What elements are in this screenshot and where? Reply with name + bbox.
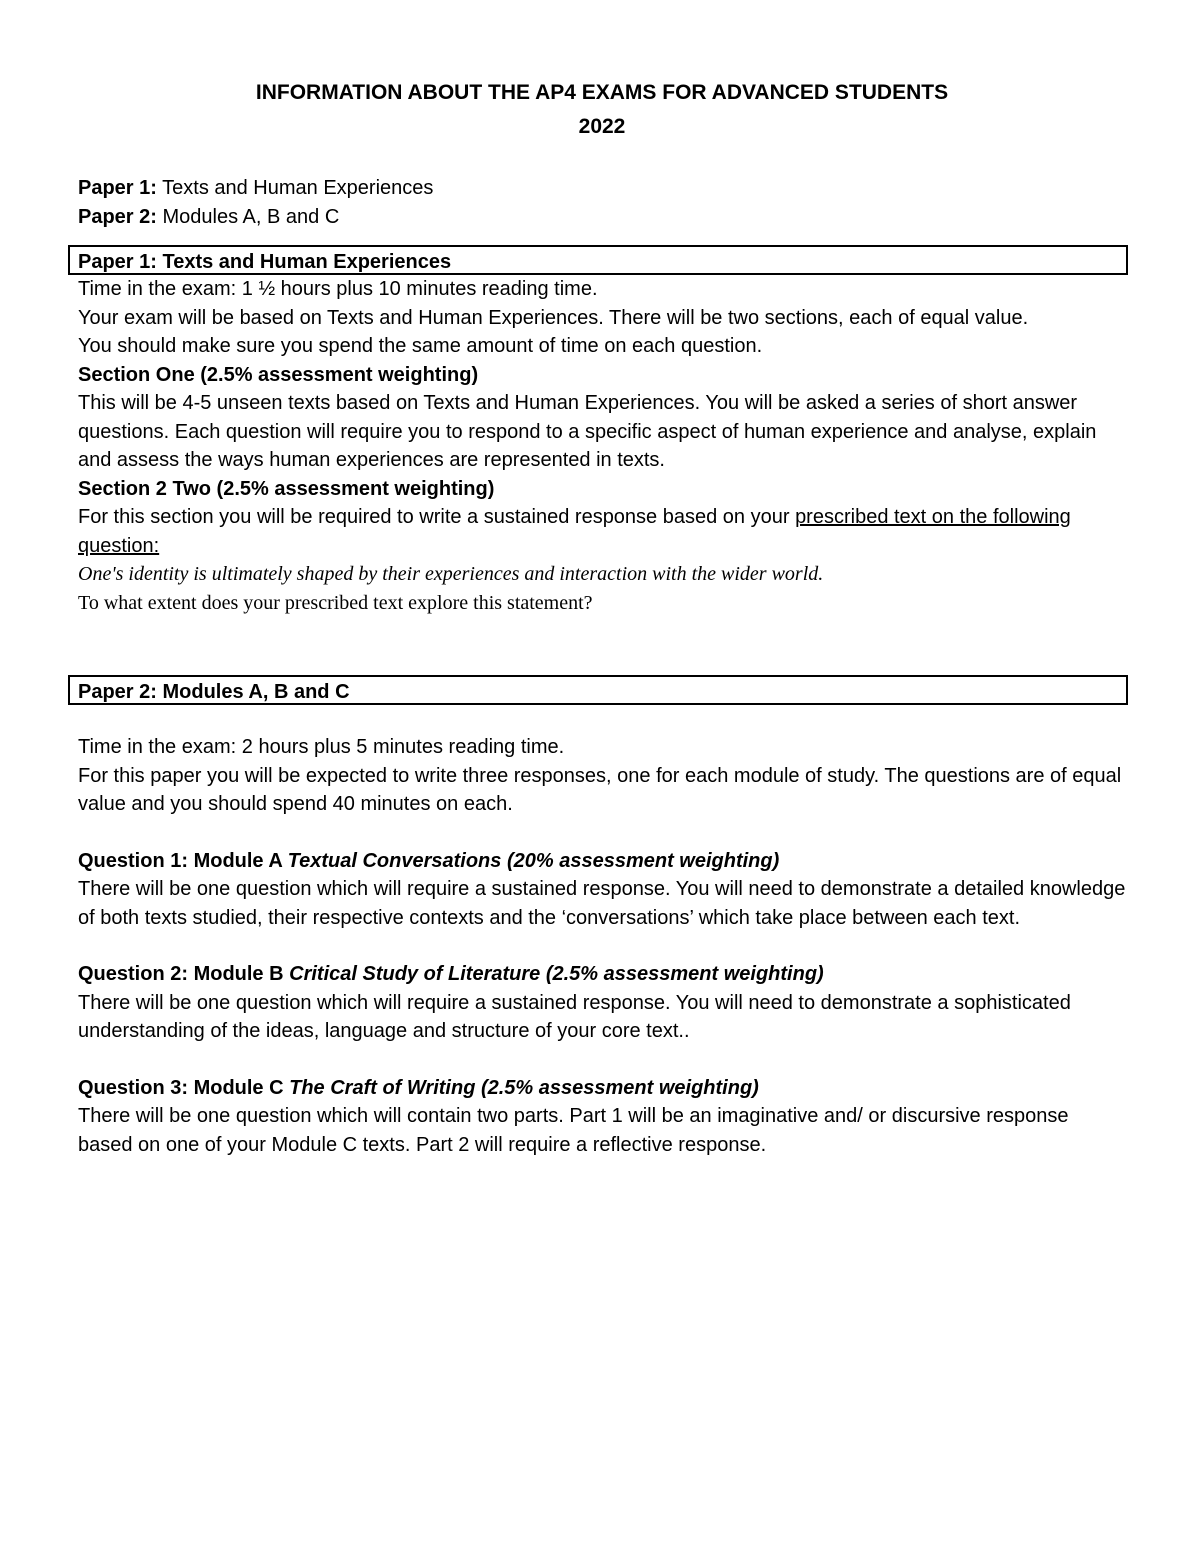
- spacer: [78, 231, 1126, 245]
- spacer: [78, 144, 1126, 174]
- spacer: [78, 705, 1126, 733]
- section-one-body: This will be 4-5 unseen texts based on Texts and Human Experiences. You will be asked a series of short answer questions. Each question will require you to respond to a specific aspect of human experience and analyse, explain and assess the ways human experiences are represented in texts.: [78, 392, 1097, 471]
- section-one-heading: Section One (2.5% assessment weighting): [78, 363, 479, 386]
- spacer: [78, 1046, 1126, 1074]
- overview-paper-1: [78, 174, 1126, 203]
- paper-1-intro-1: Your exam will be based on Texts and Human Experiences. There will be two sections, each of equal value.: [78, 306, 1029, 329]
- question-3-body: There will be one question which will contain two parts. Part 1 will be an imaginative and/ or discursive response based on one of your Module C texts. Part 2 will require a reflective response.: [78, 1105, 1069, 1156]
- paper-1-intro-2: You should make sure you spend the same amount of time on each question.: [78, 335, 763, 357]
- paper-2-intro: For this paper you will be expected to write three responses, one for each module of study. The questions are of equal value and you should spend 40 minutes on each.: [78, 764, 1122, 815]
- question-2-heading: [78, 960, 1126, 989]
- overview-text: Modules A, B and C: [162, 205, 340, 228]
- question-label: Question 3: Module C: [78, 1076, 290, 1099]
- question-2-body: There will be one question which will require a sustained response. You will need to demonstrate a sophisticated understanding of the ideas, language and structure of your core text..: [78, 991, 1071, 1042]
- document-page: [78, 76, 1126, 1159]
- section-two-heading: Section 2 Two (2.5% assessment weighting): [78, 477, 495, 500]
- question-title: The Craft of Writing (2.5% assessment weighting): [289, 1076, 759, 1099]
- section-two-body: [78, 503, 1126, 560]
- question-3-heading: [78, 1074, 1126, 1103]
- question-title: Textual Conversations (20% assessment weighting): [287, 849, 780, 872]
- paper-1-question: To what extent does your prescribed text explore this statement?: [78, 591, 593, 614]
- paper-1-time: Time in the exam: 1 ½ hours plus 10 minutes reading time.: [78, 278, 598, 300]
- paper-1-quote: One's identity is ultimately shaped by their experiences and interaction with the wider world.: [78, 563, 824, 585]
- overview-label: Paper 2:: [78, 205, 157, 228]
- question-label: Question 2: Module B: [78, 963, 290, 985]
- spacer: [78, 617, 1126, 675]
- spacer: [78, 932, 1126, 960]
- overview-text: Texts and Human Experiences: [162, 177, 434, 199]
- document-title: INFORMATION ABOUT THE AP4 EXAMS FOR ADVANCED STUDENTS: [255, 81, 949, 104]
- section-two-body-underlined: prescribed text on the following question:: [78, 506, 1071, 557]
- overview-label: Paper 1:: [78, 177, 157, 199]
- question-1-heading: [78, 847, 1126, 876]
- question-label: Question 1: Module A: [78, 849, 288, 872]
- spacer: [78, 819, 1126, 847]
- paper-2-heading-box: Paper 2: Modules A, B and C: [68, 675, 1128, 705]
- question-title: Critical Study of Literature (2.5% assessment weighting): [289, 963, 824, 985]
- section-two-body-text: For this section you will be required to write a sustained response based on your: [78, 506, 796, 528]
- document-year: 2022: [578, 115, 626, 138]
- paper-1-heading-box: Paper 1: Texts and Human Experiences: [68, 245, 1128, 275]
- overview-paper-2: [78, 203, 1126, 232]
- paper-2-time: Time in the exam: 2 hours plus 5 minutes reading time.: [78, 736, 565, 758]
- question-1-body: There will be one question which will require a sustained response. You will need to demonstrate a detailed knowledge of both texts studied, their respective contexts and the ‘conversations’ which take place between each text.: [78, 878, 1126, 929]
